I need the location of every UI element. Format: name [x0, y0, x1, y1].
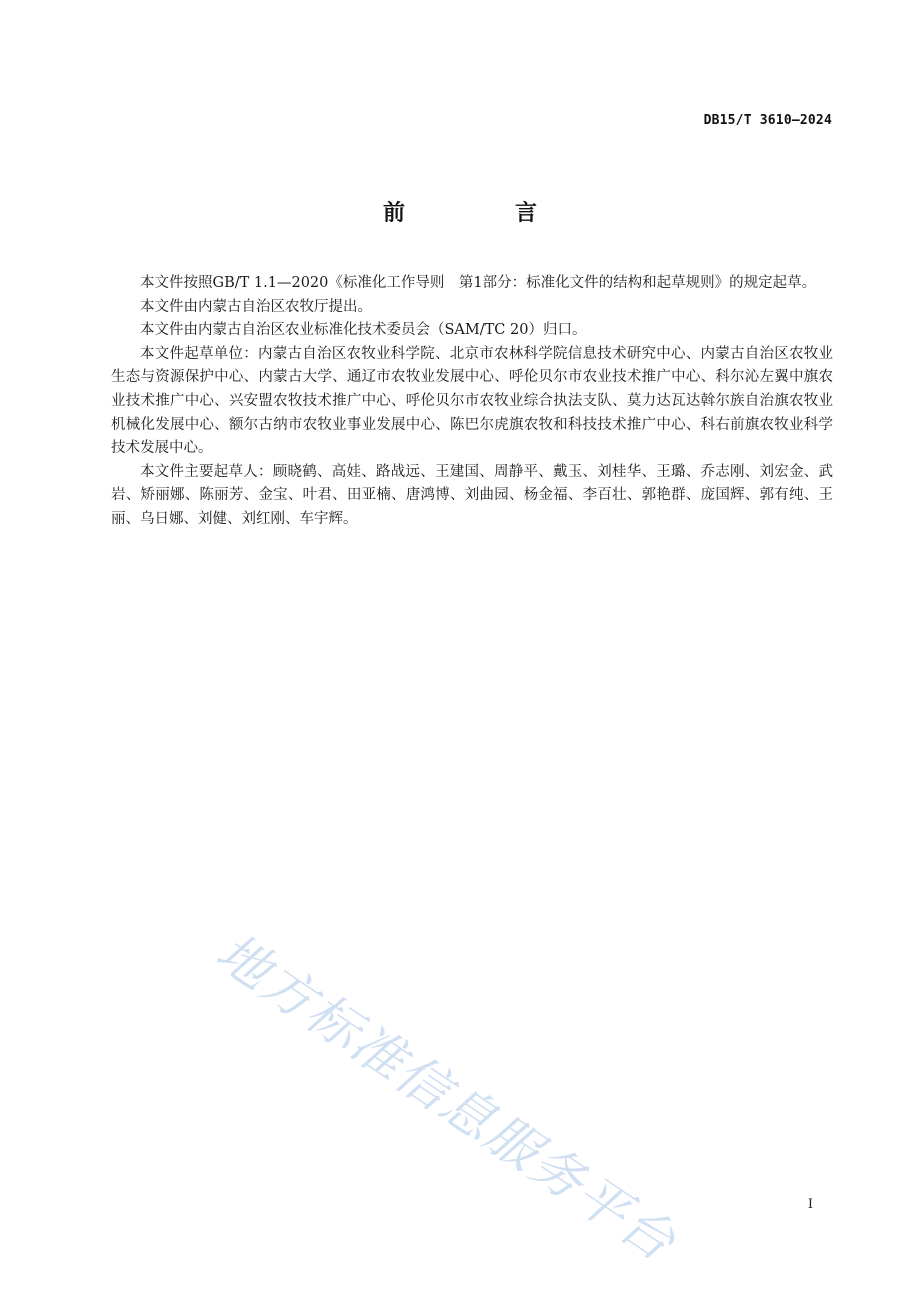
section-title: 前 言: [382, 201, 581, 226]
paragraph-proposer: 本文件由内蒙古自治区农牧厅提出。: [140, 298, 372, 315]
paragraph-committee: 本文件由内蒙古自治区农业标准化技术委员会（SAM/TC 20）归口。: [140, 322, 587, 339]
watermark: 地方标准信息服务平台: [205, 922, 687, 1274]
standard-code: DB15/T 3610—2024: [703, 113, 832, 128]
foreword-body: [111, 272, 833, 532]
page-number: I: [807, 1197, 813, 1212]
paragraph-drafting-basis: 本文件按照GB/T 1.1—2020《标准化工作导则 第1部分：标准化文件的结构和起草规则》的规定起草。: [140, 275, 817, 291]
paragraph-drafting-units: 本文件起草单位：内蒙古自治区农牧业科学院、北京市农林科学院信息技术研究中心、内蒙古自治区农牧业生态与资源保护中心、内蒙古大学、通辽市农牧业发展中心、呼伦贝尔市农业技术推广中心、科尔沁左翼中旗农业技术推广中心、兴安盟农牧技术推广中心、呼伦贝尔市农牧业综合执法支队、莫力达瓦达斡尔族自治旗农牧业机械化发展中心、额尔古纳市农牧业事业发展中心、陈巴尔虎旗农牧和科技技术推广中心、科右前旗农牧业科学技术发展中心。: [111, 345, 833, 457]
paragraph-drafters: 本文件主要起草人：顾晓鹤、高娃、路战远、王建国、周静平、戴玉、刘桂华、王璐、乔志刚、刘宏金、武岩、矫丽娜、陈丽芳、金宝、叶君、田亚楠、唐鸿博、刘曲园、杨金福、李百壮、郭艳群、庞国辉、郭有纯、王丽、乌日娜、刘健、刘红刚、车宇辉。: [111, 463, 833, 527]
